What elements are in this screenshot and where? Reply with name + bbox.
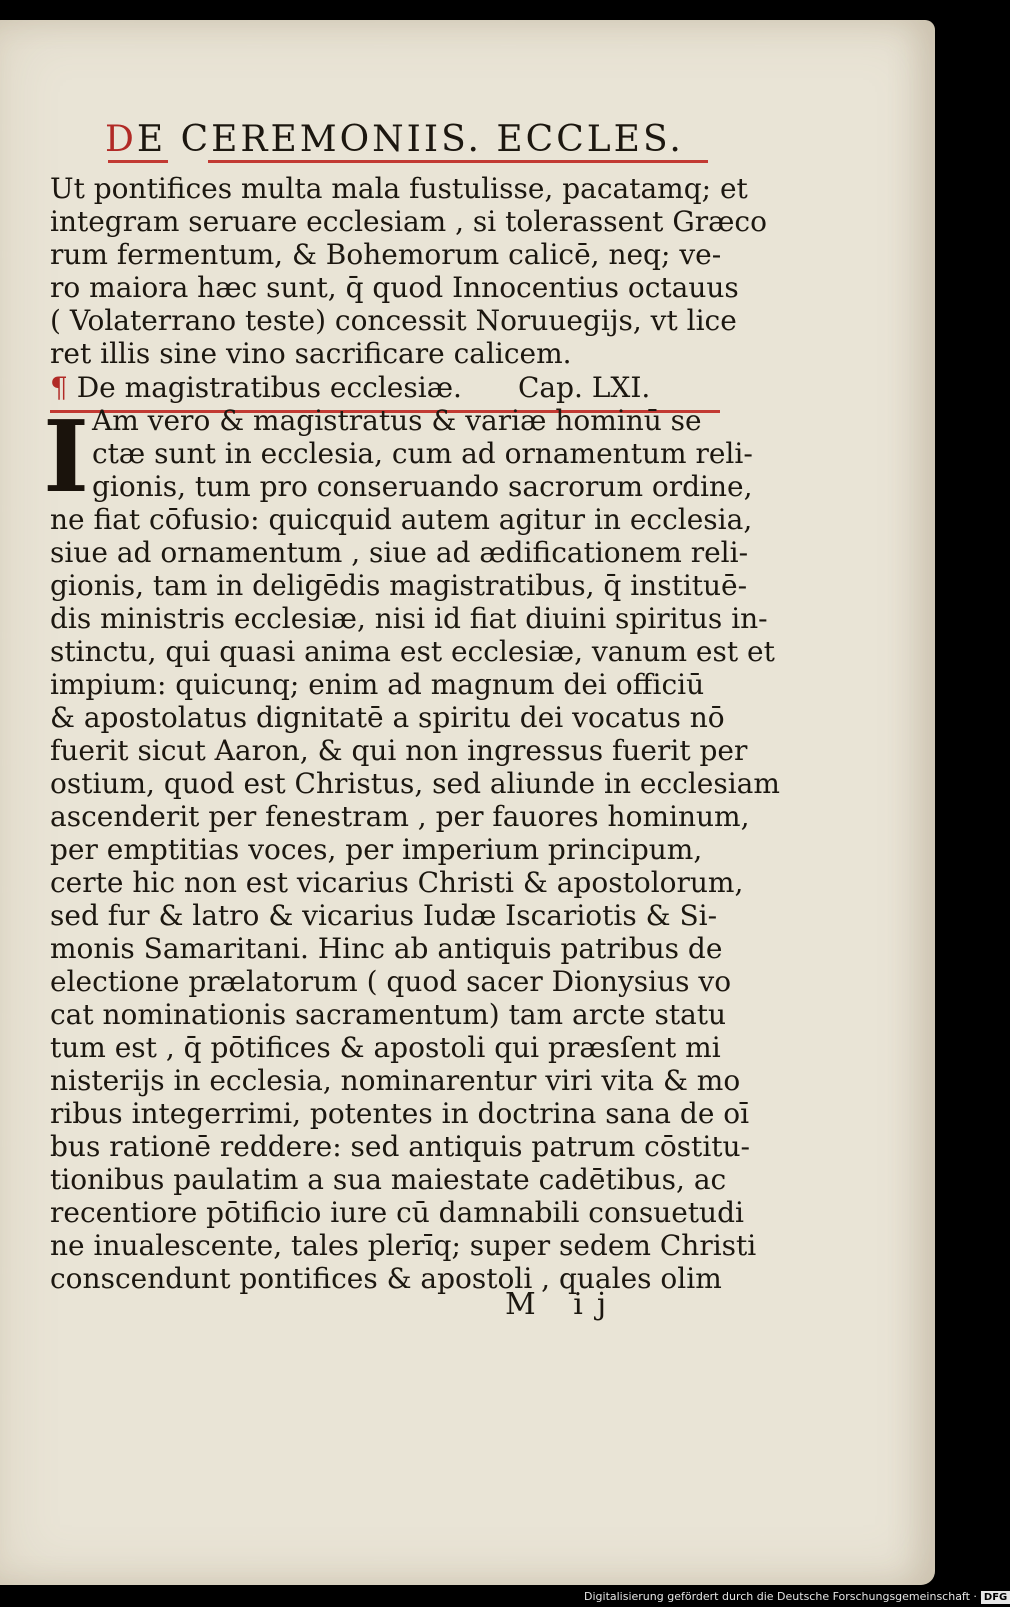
text-line: monis Samaritani. Hinc ab antiquis patribus de <box>50 932 723 965</box>
text-line: stinctu, qui quasi anima est ecclesiæ, vanum est et <box>50 635 775 668</box>
signature-mark: M ij <box>505 1287 621 1322</box>
drop-initial: I <box>43 400 89 515</box>
text-line: nisterijs in ecclesia, nominarentur viri vita & mo <box>50 1064 741 1097</box>
running-head-initial: D <box>105 119 137 160</box>
text-line: conscendunt pontifices & apostoli , quales olim <box>50 1262 722 1295</box>
text-line: Ut pontifices multa mala fustulisse, pacatamq; et <box>50 172 748 205</box>
text-line: bus rationē reddere: sed antiquis patrum cōstitu- <box>50 1130 751 1163</box>
text-line: gionis, tum pro conseruando sacrorum ordine, <box>92 470 753 503</box>
text-line: tum est , q̄ pōtifices & apostoli qui præsſent mi <box>50 1031 721 1064</box>
text-line: sed fur & latro & vicarius Iudæ Iscariotis & Si- <box>50 899 718 932</box>
chapter-heading <box>50 371 730 404</box>
text-line: integram seruare ecclesiam , si tolerassent Græco <box>50 205 767 238</box>
text-line: rum fermentum, & Bohemorum calicē, neq; ve- <box>50 238 722 271</box>
running-head-rule <box>208 160 708 163</box>
text-line: ( Volaterrano teste) concessit Noruuegijs, vt lice <box>50 304 737 337</box>
text-line: ro maiora hæc sunt, q̄ quod Innocentius octauus <box>50 271 739 304</box>
text-line: electione prælatorum ( quod sacer Dionysius vo <box>50 965 732 998</box>
text-line: per emptitias voces, per imperium principum, <box>50 833 703 866</box>
text-line: tionibus paulatim a sua maiestate cadētibus, ac <box>50 1163 727 1196</box>
text-line: Am vero & magistratus & variæ hominū se <box>92 404 702 437</box>
text-line: ctæ sunt in ecclesia, cum ad ornamentum reli- <box>92 437 753 470</box>
text-line: gionis, tam in deligēdis magistratibus, q̄ instituē- <box>50 569 748 602</box>
chapter-number: Cap. LXI. <box>518 371 651 404</box>
running-head-text: E CEREMONIIS. ECCLES. <box>136 119 684 160</box>
credit-text: Digitalisierung gefördert durch die Deutsche Forschungsgemeinschaft · <box>584 1590 977 1603</box>
text-line: ascenderit per fenestram , per fauores hominum, <box>50 800 750 833</box>
text-line: fuerit sicut Aaron, & qui non ingressus fuerit per <box>50 734 748 767</box>
running-head <box>105 118 710 162</box>
text-line: certe hic non est vicarius Christi & apostolorum, <box>50 866 744 899</box>
running-head-rule <box>108 160 168 163</box>
text-line: recentiore pōtificio iure cū damnabili consuetudi <box>50 1196 744 1229</box>
text-line: & apostolatus dignitatē a spiritu dei vocatus nō <box>50 701 725 734</box>
dfg-logo: DFG <box>981 1591 1010 1604</box>
text-line: cat nominationis sacramentum) tam arcte statu <box>50 998 727 1031</box>
text-line: impium: quicunq; enim ad magnum dei officiū <box>50 668 705 701</box>
text-line: ret illis sine vino sacrificare calicem. <box>50 337 572 370</box>
text-line: ribus integerrimi, potentes in doctrina sana de oī <box>50 1097 750 1130</box>
pilcrow-mark: ¶ <box>50 371 68 404</box>
text-line: ostium, quod est Christus, sed aliunde in ecclesiam <box>50 767 780 800</box>
text-line: ne inualescente, tales plerīq; super sedem Christi <box>50 1229 757 1262</box>
text-line: siue ad ornamentum , siue ad ædificationem reli- <box>50 536 749 569</box>
text-line: ne fiat cōfusio: quicquid autem agitur in ecclesia, <box>50 503 753 536</box>
digitization-credit <box>584 1589 1008 1605</box>
chapter-title: De magistratibus ecclesiæ. <box>76 371 462 404</box>
text-line: dis ministris ecclesiæ, nisi id fiat diuini spiritus in- <box>50 602 768 635</box>
